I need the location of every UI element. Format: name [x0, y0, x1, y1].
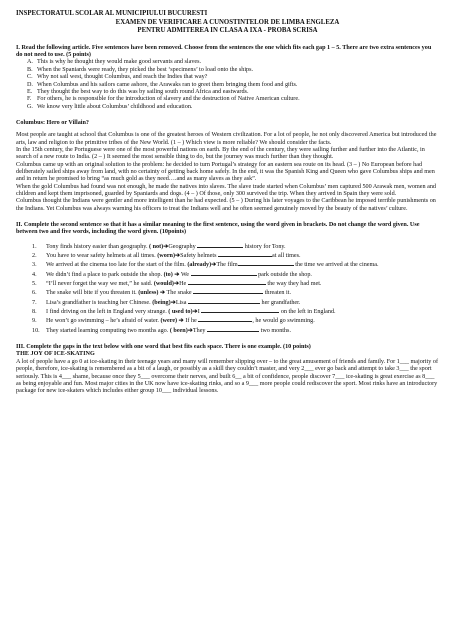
exam-header	[16, 10, 439, 36]
list-item: 1. Tony finds history easier than geography. ( not)➔Geography history for Tony.	[32, 243, 286, 250]
option-item: E. They thought the best way to do this was by sailing south round Africa and eastwards.	[27, 88, 249, 95]
answer-blank[interactable]	[188, 298, 260, 304]
answer-blank[interactable]	[198, 316, 252, 322]
exam-title: EXAMEN DE VERIFICARE A CUNOSTINTELOR DE LIMBA ENGLEZA	[115, 18, 340, 26]
transformation-list	[16, 242, 439, 335]
arrow-icon: ➔	[159, 290, 166, 297]
answer-blank[interactable]	[193, 288, 263, 294]
arrow-icon: ➔	[174, 271, 180, 278]
list-item: 5. “I’ll never forget the way we met,” he said. (would)➔He the way they had met.	[32, 281, 322, 288]
list-item: 6. The snake will bite if you threaten it. (unless) ➔ The snake threaten it.	[32, 290, 291, 297]
arrow-icon: ➔	[192, 309, 198, 316]
answer-blank[interactable]	[207, 326, 259, 332]
part1-instruction: I. Read the following article. Five sentences have been removed. Choose from the sentences the one which fits each gap 1 – 5. There are two extra sentences you do not need to use. (5 points)	[16, 44, 432, 59]
article-title: Columbus: Hero or Villain?	[16, 119, 89, 126]
option-item: A. This is why he thought they would make good servants and slaves.	[27, 59, 202, 66]
list-item: 2. You have to wear safety helmets at all times. (worn)➔Safety helmets at all times.	[32, 253, 301, 260]
inspectorate-title: INSPECTORATUL SCOLAR AL MUNICIPIULUI BUCURESTI	[16, 10, 208, 17]
arrow-icon: ➔	[173, 281, 180, 288]
list-item: 10. They started learning computing two months ago. ( been)➔They two months.	[32, 327, 291, 334]
article-paragraph: Columbus came up with an original solution to the problem: he decided to turn Portugal’s strategy for an eastern sea route on its head. (3 – ) No European before had deliberately sailed ships away from land, with no certainty of getting back home safely. In the end, it was the Spanish King and Queen who gave Columbus ships and men and in return he promised to bring “as much gold as they need….and as many slaves as they ask”.	[16, 161, 435, 183]
article-paragraph: Columbus thought the Indians were gentler and more intelligent than he had expected. (5 – ) During his later voyages to the Caribbean he imposed terrible punishments on the Indians. Yet Columbus was always warning his officers to treat the Indians well and he often seemed genuinely moved by the beauty of the natives’ culture.	[16, 198, 436, 212]
option-item: B. When the Spaniards were ready, they picked the best ‘specimens’ to load onto the ships.	[27, 66, 254, 73]
arrow-icon: ➔	[163, 243, 169, 250]
article-paragraph: In the 15th century, the Portuguese were one of the most powerful nations on earth. By the end of the century, they were sailing further and further into the Atlantic, in search of a new route to India. (2 – ) It seemed the most sensible thing to do, but the journey was much further than they thought.	[16, 146, 425, 161]
part3-title: THE JOY OF ICE-SKATING	[16, 351, 95, 358]
list-item: 9. He won’t go swimming – he’s afraid of water. (were) ➔ If he , he would go swimming.	[32, 318, 315, 325]
arrow-icon: ➔	[170, 299, 176, 306]
exam-subtitle: PENTRU ADMITEREA IN CLASA A IXA - PROBA SCRISA	[137, 27, 318, 35]
answer-blank[interactable]	[191, 270, 257, 276]
option-item: D. When Columbus and his sailors came ashore, the Arawaks ran to greet them bringing them food and gifts.	[27, 81, 298, 88]
part1-options	[16, 59, 439, 110]
option-item: F. For others, he is responsible for the introduction of slavery and the destruction of Native American culture.	[27, 96, 300, 103]
list-item: 8. I find driving on the left in England very strange. ( used to)➔I on the left in England.	[32, 309, 336, 316]
arrow-icon: ➔	[178, 318, 184, 325]
list-item: 7. Lisa’s grandfather is teaching her Chinese. (being)➔Lisa her grandfather.	[32, 299, 301, 306]
option-item: G. We know very little about Columbus’ childhood and education.	[27, 103, 193, 110]
option-item: C. Why not sail west, thought Columbus, and reach the Indies that way?	[27, 74, 208, 81]
arrow-icon: ➔	[211, 262, 217, 269]
answer-blank[interactable]	[218, 251, 272, 257]
cloze-text: A lot of people have a go 0 at ice-skating in their teenage years and many will remember slipping over – to the great amusement of friends and family. For 1___ majority of people, therefore, ice-skating is remembered as a bit of a laugh, or possibly as a skill they couldn’t master, and very 2___ ever go back and attempt to take 3___ the sport seriously. This is 4___ shame, because once they 5___ overcome their nerves, and built 6__ a bit of confidence, people discover 7___ ice-skating is great exercise as 8___ as being enjoyable and fun. Most major cities in the UK now have ice-skating rinks, and so a 9___ more people could rediscover the sport. Most rinks have an introductory package for new ice-skaters which includes either group 10___ individual lessons.	[16, 358, 438, 395]
list-item: 3. We arrived at the cinema too late for the start of the film. (already)➔The film the time we arrived at the cinema.	[32, 262, 379, 269]
answer-blank[interactable]	[201, 307, 279, 313]
arrow-icon: ➔	[187, 327, 193, 334]
part2-instruction: II. Complete the second sentence so that it has a similar meaning to the first sentence, using the word given in brackets. Do not change the word given. Use between two and five words, including the word given. (10points)	[16, 222, 420, 236]
article-paragraph: When the gold Columbus had found was not enough, he made the natives into slaves. The slave trade started when Columbus’ men captured 500 Arawak men, women and children and kept them imprisoned, guarded by Spaniards and dogs. (4 – ) Of those, only 300 survived the trip. When they arrived in Spain they were sold.	[16, 183, 436, 197]
answer-blank[interactable]	[197, 242, 243, 248]
list-item: 4. We didn’t find a place to park outside the shop. (to) ➔ We park outside the shop.	[32, 271, 312, 278]
arrow-icon: ➔	[175, 253, 181, 260]
answer-blank[interactable]	[188, 279, 266, 285]
article-paragraph: Most people are taught at school that Columbus is one of the greatest heroes of Western civilization. For a lot of people, he not only discovered America but introduced the arts, law and religion to the primitive tribes of the New World. (1 – ) Which view is more reliable? We should consider the facts.	[16, 132, 437, 146]
answer-blank[interactable]	[238, 260, 294, 266]
part3-instruction: III. Complete the gaps in the text below with one word that best fits each space. There is one example. (10 points)	[16, 344, 311, 351]
